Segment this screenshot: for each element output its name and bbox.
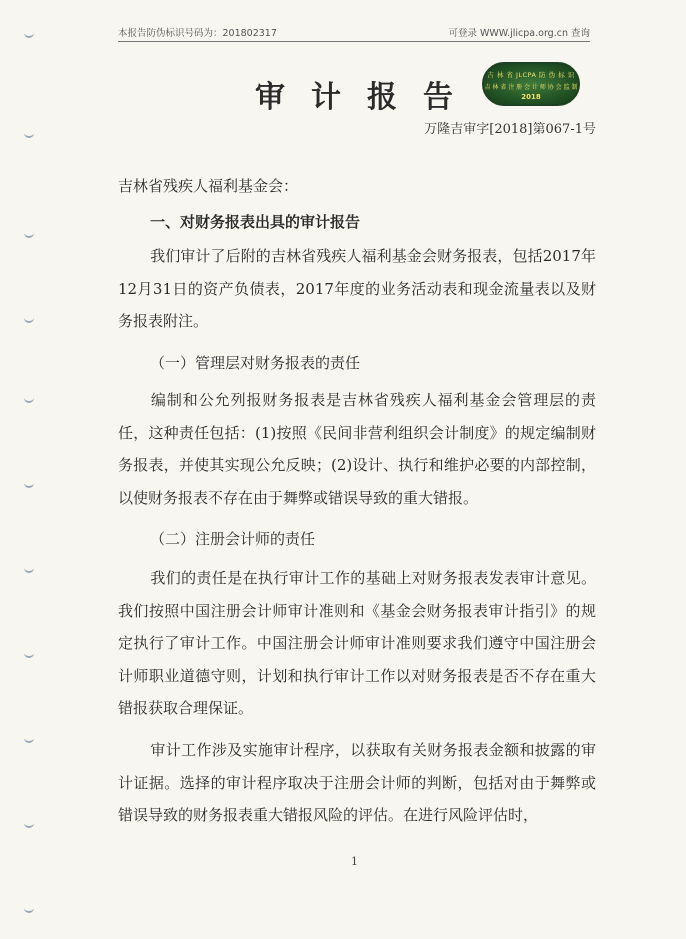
binding-hole xyxy=(24,30,34,38)
seal-year: 2018 xyxy=(521,93,541,101)
seal-line-2: 吉 林 省 注 册 会 计 师 协 会 监 制 xyxy=(484,84,578,91)
addressee: 吉林省残疾人福利基金会： xyxy=(118,177,299,195)
paragraph-scope xyxy=(118,240,596,338)
binding-hole xyxy=(24,820,34,828)
binding-hole xyxy=(24,395,34,403)
paragraph-management-responsibility xyxy=(118,384,596,514)
anti-counterfeit-seal xyxy=(482,62,580,106)
report-title: 审计报告 xyxy=(255,80,479,115)
paragraph-scope-text: 我们审计了后附的吉林省残疾人福利基金会财务报表，包括2017年12月31日的资产负债表，2017年度的业务活动表和现金流量表以及财务报表附注。 xyxy=(118,247,596,330)
paragraph-auditor-text: 我们的责任是在执行审计工作的基础上对财务报表发表审计意见。我们按照中国注册会计师审计准则和《基金会财务报表审计指引》的规定执行了审计工作。中国注册会计师审计准则要求我们遵守中国注册会计师职业道德守则，计划和执行审计工作以对财务报表是否不存在重大错报获取合理保证。 xyxy=(118,569,596,717)
binding-holes xyxy=(24,0,38,939)
subsection-auditor-responsibility: （二）注册会计师的责任 xyxy=(150,530,316,548)
paragraph-audit-procedures xyxy=(118,734,596,832)
paragraph-management-text: 编制和公允列报财务报表是吉林省残疾人福利基金会管理层的责任，这种责任包括：(1)按照《民间非营利组织会计制度》的规定编制财务报表，并使其实现公允反映；(2)设计、执行和维护必要的内部控制，以使财务报表不存在由于舞弊或错误导致的重大错报。 xyxy=(118,391,596,507)
subsection-management-responsibility: （一）管理层对财务报表的责任 xyxy=(150,354,361,372)
binding-hole xyxy=(24,130,34,138)
verification-url: 可登录 WWW.jlicpa.org.cn 查询 xyxy=(448,28,590,39)
seal-line-1: 吉 林 省 JLCPA 防 伪 标 识 xyxy=(487,71,575,79)
page-number: 1 xyxy=(351,855,358,868)
paragraph-procedures-text: 审计工作涉及实施审计程序，以获取有关财务报表金额和披露的审计证据。选择的审计程序取决于注册会计师的判断，包括对由于舞弊或错误导致的财务报表重大错报风险的评估。在进行风险评估时， xyxy=(118,741,596,824)
anti-counterfeit-code: 本报告防伪标识号码为：201802317 xyxy=(118,28,277,39)
document-number: 万隆吉审字[2018]第067-1号 xyxy=(424,122,596,137)
binding-hole xyxy=(24,905,34,913)
header-divider xyxy=(118,41,590,42)
binding-hole xyxy=(24,565,34,573)
section-title: 一、对财务报表出具的审计报告 xyxy=(150,213,361,231)
paragraph-auditor-responsibility xyxy=(118,562,596,725)
binding-hole xyxy=(24,315,34,323)
binding-hole xyxy=(24,230,34,238)
binding-hole xyxy=(24,480,34,488)
binding-hole xyxy=(24,735,34,743)
binding-hole xyxy=(24,650,34,658)
